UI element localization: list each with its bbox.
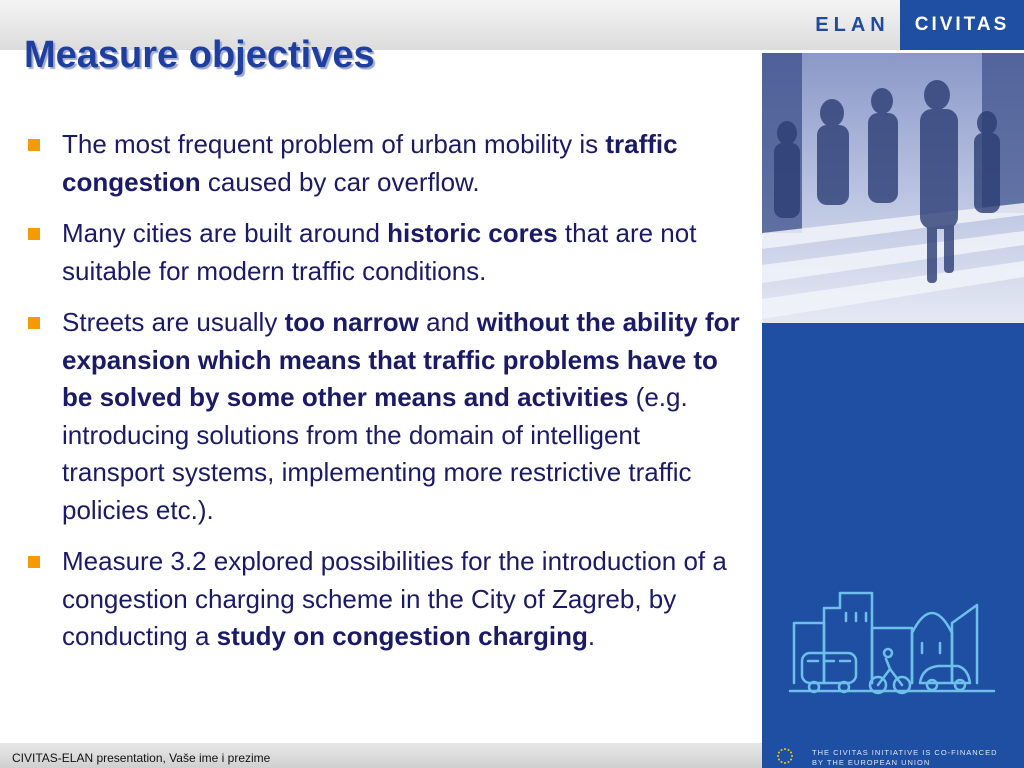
eu-star-icon <box>788 749 790 751</box>
bullet-list <box>24 126 740 670</box>
bullet-item <box>24 304 740 529</box>
eu-flag-icon <box>768 745 802 767</box>
bullet-text: The most frequent problem of urban mobility is <box>62 129 606 159</box>
eu-star-icon <box>788 761 790 763</box>
bullet-square-icon <box>28 317 40 329</box>
eu-star-icon <box>784 748 786 750</box>
bullet-item <box>24 543 740 656</box>
pedestrians-photo <box>762 53 1024 323</box>
bullet-square-icon <box>28 556 40 568</box>
bullet-text: Streets are usually <box>62 307 285 337</box>
eu-star-icon <box>777 755 779 757</box>
bullet-text-bold: without the ability for expansion which means that traffic problems have to be solved by some other means and activities <box>62 307 740 412</box>
eu-star-icon <box>790 752 792 754</box>
slide-title: Measure objectives <box>24 34 375 76</box>
bullet-square-icon <box>28 139 40 151</box>
eu-star-icon <box>791 755 793 757</box>
bullet-square-icon <box>28 228 40 240</box>
eu-star-icon <box>781 761 783 763</box>
bullet-text-bold: study on congestion charging <box>216 621 588 651</box>
eu-star-icon <box>781 749 783 751</box>
bullet-item <box>24 215 740 290</box>
eu-star-icon <box>790 759 792 761</box>
bullet-text: Many cities are built around <box>62 218 388 248</box>
city-illustration-panel <box>762 323 1024 743</box>
bullet-item <box>24 126 740 201</box>
eu-star-icon <box>784 762 786 764</box>
eu-star-icon <box>778 752 780 754</box>
eu-cofinance-block <box>762 743 1024 768</box>
city-skyline-icon <box>762 323 1024 743</box>
bullet-text: Measure 3.2 explored possibilities for the introduction of a congestion charging scheme in the City of Zagreb, by conducting a <box>62 546 727 651</box>
bullet-text-bold: historic cores <box>387 218 558 248</box>
bullet-text: (e.g. introducing solutions from the domain of intelligent transport systems, implementing more restrictive traffic policies etc.). <box>62 382 692 525</box>
civitas-logo: CIVITAS <box>900 0 1024 50</box>
bullet-text-bold: traffic congestion <box>62 129 678 197</box>
eu-text-line-1: THE CIVITAS INITIATIVE IS CO-FINANCED <box>812 748 998 757</box>
footer-presentation-label: CIVITAS-ELAN presentation, Vaše ime i prezime <box>12 751 271 765</box>
eu-text-line-2: BY THE EUROPEAN UNION <box>812 758 931 767</box>
bullet-text: that are not suitable for modern traffic conditions. <box>62 218 697 286</box>
bullet-text-bold: too narrow <box>284 307 419 337</box>
elan-logo: ELAN <box>815 13 890 36</box>
bullet-text: and <box>418 307 477 337</box>
bullet-text: . <box>587 621 596 651</box>
eu-star-icon <box>778 759 780 761</box>
bullet-text: caused by car overflow. <box>200 166 480 197</box>
